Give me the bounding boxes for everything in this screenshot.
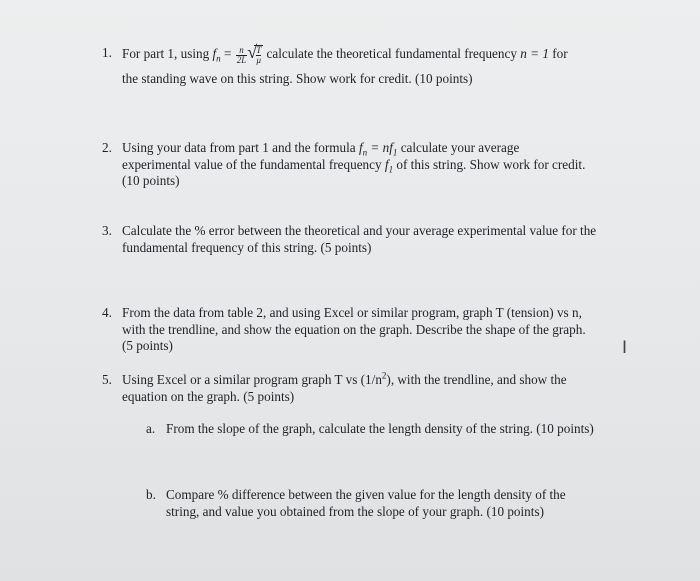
question-line: Using Excel or a similar program graph T vs $(1/n^2)$, with the trendline, and show the <box>122 370 567 387</box>
question-body <box>122 140 585 190</box>
question-text: For part 1, using <box>122 46 213 62</box>
formula-eq: = <box>220 46 235 62</box>
question-body <box>166 487 566 520</box>
question-line <box>122 42 568 65</box>
question-number: 4. <box>102 305 112 320</box>
formula-fn: $f_n = nf_1$ <box>358 140 398 158</box>
question-body <box>166 421 594 438</box>
question-line: From the data from table 2, and using Excel or similar program, graph T (tension) vs n, <box>122 305 582 320</box>
question-body <box>122 223 596 256</box>
question-line: Calculate the % error between the theoretical and your average experimental value for the <box>122 223 597 238</box>
question-line: the standing wave on this string. Show work for credit. (10 points) <box>122 71 473 86</box>
question-number: 5. <box>102 372 112 387</box>
question-text: for <box>548 46 568 62</box>
question-number: 3. <box>102 223 112 238</box>
question-body <box>122 372 567 405</box>
question-line: Using your data from part 1 and the formula $f_n = nf_1$ calculate your average <box>122 140 520 158</box>
question-number: 1. <box>102 45 112 60</box>
formula-sqrt: √ $\frac{T}{\mu}$ <box>247 42 262 65</box>
question-line: string, and value you obtained from the slope of your graph. (10 points) <box>166 503 544 519</box>
question-line: experimental value of the fundamental frequency $f_1$ of this string. Show work for credit. <box>122 156 586 175</box>
subquestion-label: b. <box>146 487 156 502</box>
formula-n: n = 1 <box>520 46 549 62</box>
formula-f1: $f_1$ <box>384 156 394 175</box>
formula-fraction: $\frac{n}{2L}$ <box>236 44 247 65</box>
question-line: (10 points) <box>122 173 180 188</box>
subquestion-label: a. <box>146 421 156 436</box>
question-line: (5 points) <box>122 338 173 353</box>
question-body <box>122 42 568 88</box>
question-text: calculate the theoretical fundamental frequency <box>263 46 521 62</box>
question-line: with the trendline, and show the equation on the graph. Describe the shape of the graph. <box>122 321 586 337</box>
question-line: From the slope of the graph, calculate the length density of the string. (10 points) <box>166 421 594 436</box>
question-line: Compare % difference between the given value for the length density of the <box>166 487 566 502</box>
question-number: 2. <box>102 140 112 155</box>
question-line: fundamental frequency of this string. (5 points) <box>122 239 372 255</box>
question-line: equation on the graph. (5 points) <box>122 388 295 404</box>
formula-f: $f_n$ <box>212 46 221 64</box>
question-body <box>122 305 586 355</box>
text-cursor-icon: I <box>622 338 628 358</box>
